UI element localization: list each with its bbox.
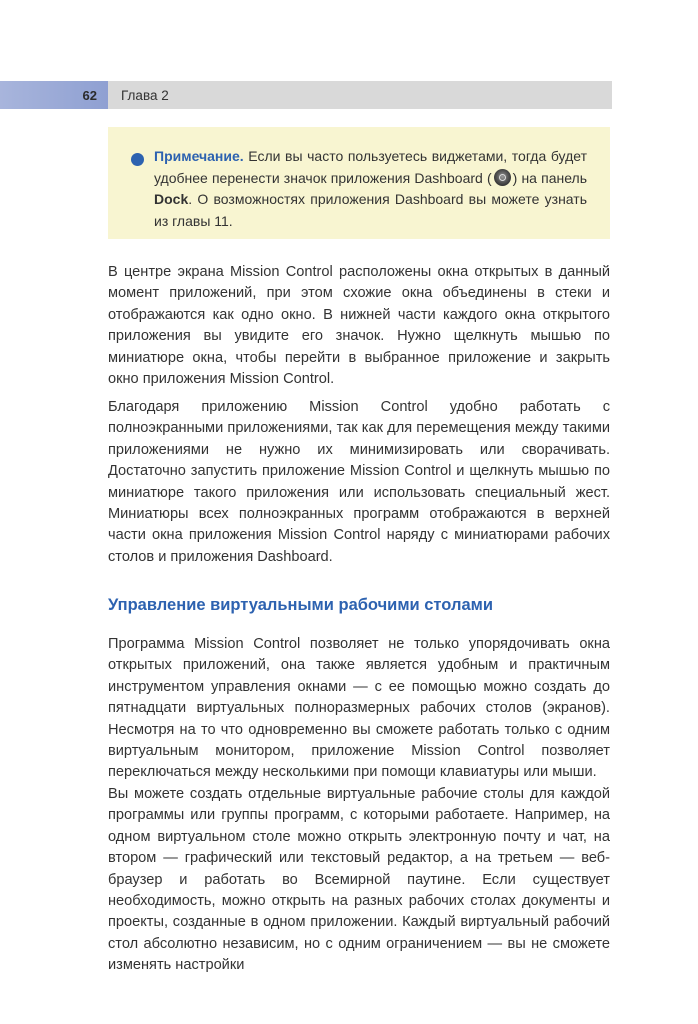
note-bullet-icon [131,153,144,166]
note-text-part2: ) на панель [512,169,587,186]
chapter-title: Глава 2 [121,87,169,103]
page-number-box [0,81,108,109]
running-header [0,81,612,109]
section-heading: Управление виртуальными рабочими столами [108,596,493,614]
paragraph-1: В центре экрана Mission Control расположены окна открытых в данный момент приложений, при этом схожие окна объединены в стеки и отображаются как одно окно. В нижней части каждого окна открытого приложения вы увидите его значок. Нужно щелкнуть мышью по миниатюре окна, чтобы перейти в выбранное приложение и закрыть окно приложения Mission Control. [108,264,610,388]
note-box [108,127,610,239]
note-dock: Dock [154,191,189,207]
note-text-part1: Если вы часто пользуетесь виджетами, тогда будет удобнее перенести значок приложения Dashboard ( [154,148,587,186]
dashboard-icon [494,169,511,186]
section-paragraph-1: Программа Mission Control позволяет не только упорядочивать окна открытых приложений, она также является удобным и практичным инструментом управления окнами — с ее помощью можно создать до пятнадцати виртуальных полноразмерных рабочих столов (экранов). Несмотря на то что одновременно вы сможете работать только с одним виртуальным монитором, приложение Mission Control позволяет переключаться между несколькими при помощи клавиатуры или мыши. [108,636,610,781]
note-text [154,146,587,232]
section-paragraph-2: Вы можете создать отдельные виртуальные рабочие столы для каждой программы или группы программ, с которыми работаете. Например, на одном виртуальном столе можно открыть электронную почту и чат, на втором — графический или текстовый редактор, а на третьем — веб-браузер и работать во Всемирной паутине. Если существует необходимость, можно открыть на разных рабочих столах документы и проекты, созданные в одном приложении. Каждый виртуальный рабочий стол абсолютно независим, но с одним ограничением — вы не сможете изменять настройки [108,786,610,974]
paragraph-2: Благодаря приложению Mission Control удобно работать с полноэкранными приложениями, так как для перемещения между такими приложениями не нужно их минимизировать или сворачивать. Достаточно запустить приложение Mission Control и щелкнуть мышью по миниатюре такого приложения или использовать специальный жест. Миниатюры всех полноэкранных программ отображаются в верхней части окна приложения Mission Control наряду с миниатюрами рабочих столов и приложения Dashboard. [108,399,610,565]
note-label: Примечание. [154,148,244,164]
note-text-part3: . О возможностях приложения Dashboard вы можете узнать из главы 11. [154,191,587,229]
page-number: 62 [82,87,97,103]
